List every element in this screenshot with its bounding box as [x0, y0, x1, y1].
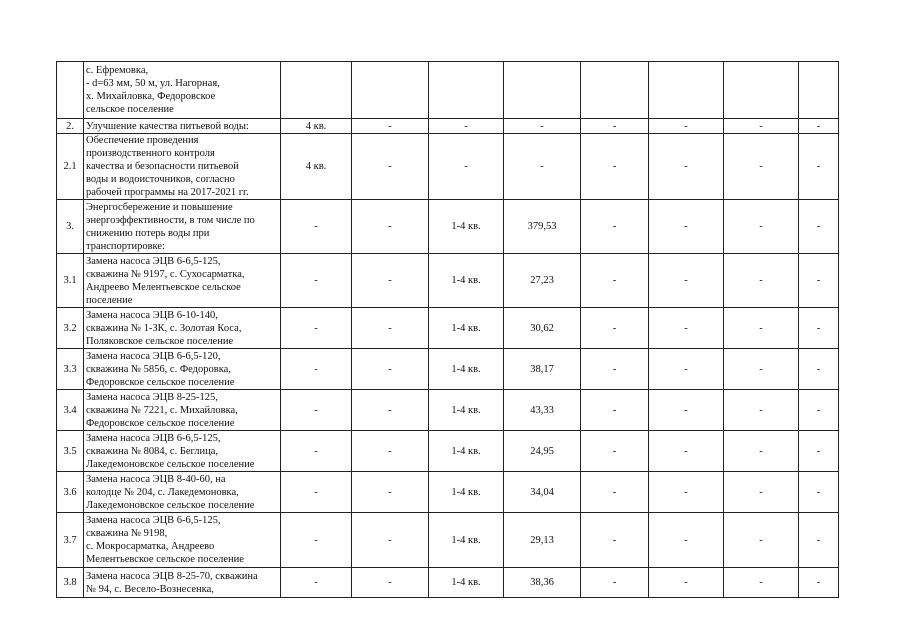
value-cell: - [649, 134, 724, 200]
value-cell: - [504, 119, 581, 134]
value-cell: - [429, 134, 504, 200]
measures-table [56, 61, 839, 598]
value-cell: - [724, 134, 799, 200]
value-cell: - [504, 134, 581, 200]
row-number-cell: 3.2 [57, 308, 84, 349]
value-cell: - [799, 349, 839, 390]
value-cell: - [724, 568, 799, 598]
value-cell: - [281, 431, 352, 472]
row-description-cell: Замена насоса ЭЦВ 8-25-125, скважина № 7221, с. Михайловка, Федоровское сельское поселение [84, 390, 281, 431]
value-cell: - [581, 390, 649, 431]
value-cell: - [724, 390, 799, 431]
row-description-cell: Замена насоса ЭЦВ 6-6,5-125, скважина № 8084, с. Беглица, Лакедемоновское сельское поселение [84, 431, 281, 472]
value-cell: - [429, 119, 504, 134]
value-cell: - [799, 431, 839, 472]
row-number-cell: 3.1 [57, 254, 84, 308]
value-cell: - [352, 349, 429, 390]
value-cell: - [724, 349, 799, 390]
value-cell: - [281, 200, 352, 254]
value-cell: - [724, 513, 799, 568]
table-row [57, 390, 839, 431]
value-cell: 1-4 кв. [429, 472, 504, 513]
row-description-cell: Замена насоса ЭЦВ 6-6,5-125, скважина № 9198, с. Мокросарматка, Андреево Мелентьевское сельское поселение [84, 513, 281, 568]
value-cell: - [581, 349, 649, 390]
value-cell: - [281, 254, 352, 308]
value-cell: 27,23 [504, 254, 581, 308]
value-cell: - [352, 254, 429, 308]
row-number-cell: 3.4 [57, 390, 84, 431]
value-cell: - [724, 200, 799, 254]
value-cell: 4 кв. [281, 119, 352, 134]
value-cell: - [724, 119, 799, 134]
value-cell [581, 62, 649, 119]
value-cell: - [352, 134, 429, 200]
value-cell: - [281, 472, 352, 513]
value-cell: 29,13 [504, 513, 581, 568]
value-cell: - [724, 308, 799, 349]
value-cell: - [649, 308, 724, 349]
row-number-cell: 3.7 [57, 513, 84, 568]
value-cell: 43,33 [504, 390, 581, 431]
row-number-cell: 2. [57, 119, 84, 134]
row-description-cell: Замена насоса ЭЦВ 8-25-70, скважина № 94, с. Весело-Вознесенка, [84, 568, 281, 598]
table-row [57, 62, 839, 119]
value-cell: - [281, 513, 352, 568]
value-cell: - [799, 119, 839, 134]
value-cell: - [649, 568, 724, 598]
value-cell: 34,04 [504, 472, 581, 513]
row-description-cell: Замена насоса ЭЦВ 6-10-140, скважина № 1-ЗК, с. Золотая Коса, Поляковское сельское поселение [84, 308, 281, 349]
value-cell: 1-4 кв. [429, 431, 504, 472]
value-cell: 1-4 кв. [429, 349, 504, 390]
value-cell: - [581, 308, 649, 349]
value-cell: - [724, 472, 799, 513]
value-cell: - [581, 431, 649, 472]
value-cell: - [799, 472, 839, 513]
value-cell: - [799, 390, 839, 431]
value-cell: - [352, 431, 429, 472]
value-cell: 1-4 кв. [429, 390, 504, 431]
value-cell: - [581, 119, 649, 134]
value-cell: - [649, 431, 724, 472]
row-description-cell: Замена насоса ЭЦВ 6-6,5-120, скважина № 5856, с. Федоровка, Федоровское сельское поселение [84, 349, 281, 390]
row-description-cell: с. Ефремовка, - d=63 мм, 50 м, ул. Нагорная, х. Михайловка, Федоровское сельское поселение [84, 62, 281, 119]
value-cell: - [581, 513, 649, 568]
value-cell: 1-4 кв. [429, 308, 504, 349]
value-cell: - [352, 308, 429, 349]
value-cell [724, 62, 799, 119]
value-cell: 379,53 [504, 200, 581, 254]
value-cell: - [581, 254, 649, 308]
value-cell: - [281, 568, 352, 598]
value-cell: - [581, 568, 649, 598]
value-cell [504, 62, 581, 119]
table-row [57, 349, 839, 390]
table-row [57, 308, 839, 349]
value-cell [429, 62, 504, 119]
value-cell: - [352, 568, 429, 598]
row-number-cell: 3. [57, 200, 84, 254]
value-cell: - [352, 119, 429, 134]
value-cell: - [281, 349, 352, 390]
value-cell: - [352, 513, 429, 568]
row-description-cell: Замена насоса ЭЦВ 8-40-60, на колодце № 204, с. Лакедемоновка, Лакедемоновское сельское поселение [84, 472, 281, 513]
table-row [57, 119, 839, 134]
row-number-cell: 3.6 [57, 472, 84, 513]
value-cell [649, 62, 724, 119]
value-cell: 4 кв. [281, 134, 352, 200]
value-cell: - [724, 254, 799, 308]
row-number-cell: 3.3 [57, 349, 84, 390]
table-row [57, 134, 839, 200]
table-body [57, 62, 839, 598]
value-cell: - [799, 134, 839, 200]
value-cell: - [799, 308, 839, 349]
table-row [57, 472, 839, 513]
value-cell: - [352, 200, 429, 254]
table-row [57, 568, 839, 598]
row-number-cell: 3.8 [57, 568, 84, 598]
value-cell: - [724, 431, 799, 472]
row-description-cell: Обеспечение проведения производственного контроля качества и безопасности питьевой воды и водоисточников, согласно рабочей программы на 2017-2021 гг. [84, 134, 281, 200]
value-cell: - [352, 390, 429, 431]
table-row [57, 200, 839, 254]
value-cell: - [649, 349, 724, 390]
value-cell: - [649, 200, 724, 254]
value-cell: 1-4 кв. [429, 513, 504, 568]
value-cell: 1-4 кв. [429, 200, 504, 254]
value-cell: - [281, 308, 352, 349]
value-cell: - [799, 568, 839, 598]
value-cell: 38,17 [504, 349, 581, 390]
value-cell: 38,36 [504, 568, 581, 598]
row-description-cell: Замена насоса ЭЦВ 6-6,5-125, скважина № 9197, с. Сухосарматка, Андреево Мелентьевское сельское поселение [84, 254, 281, 308]
row-number-cell: 2.1 [57, 134, 84, 200]
value-cell: - [799, 200, 839, 254]
value-cell: - [649, 513, 724, 568]
row-number-cell: 3.5 [57, 431, 84, 472]
value-cell: - [649, 390, 724, 431]
table-row [57, 513, 839, 568]
value-cell: 1-4 кв. [429, 568, 504, 598]
value-cell [799, 62, 839, 119]
value-cell: - [352, 472, 429, 513]
table-row [57, 254, 839, 308]
value-cell: - [581, 472, 649, 513]
value-cell: - [649, 472, 724, 513]
row-description-cell: Энергосбережение и повышение энергоэффективности, в том числе по снижению потерь воды при транспортировке: [84, 200, 281, 254]
value-cell: - [581, 134, 649, 200]
value-cell: - [581, 200, 649, 254]
value-cell: - [799, 513, 839, 568]
value-cell: - [799, 254, 839, 308]
row-description-cell: Улучшение качества питьевой воды: [84, 119, 281, 134]
value-cell: 1-4 кв. [429, 254, 504, 308]
value-cell [352, 62, 429, 119]
value-cell: - [649, 119, 724, 134]
value-cell: 30,62 [504, 308, 581, 349]
value-cell: 24,95 [504, 431, 581, 472]
row-number-cell [57, 62, 84, 119]
value-cell [281, 62, 352, 119]
table-row [57, 431, 839, 472]
value-cell: - [649, 254, 724, 308]
value-cell: - [281, 390, 352, 431]
